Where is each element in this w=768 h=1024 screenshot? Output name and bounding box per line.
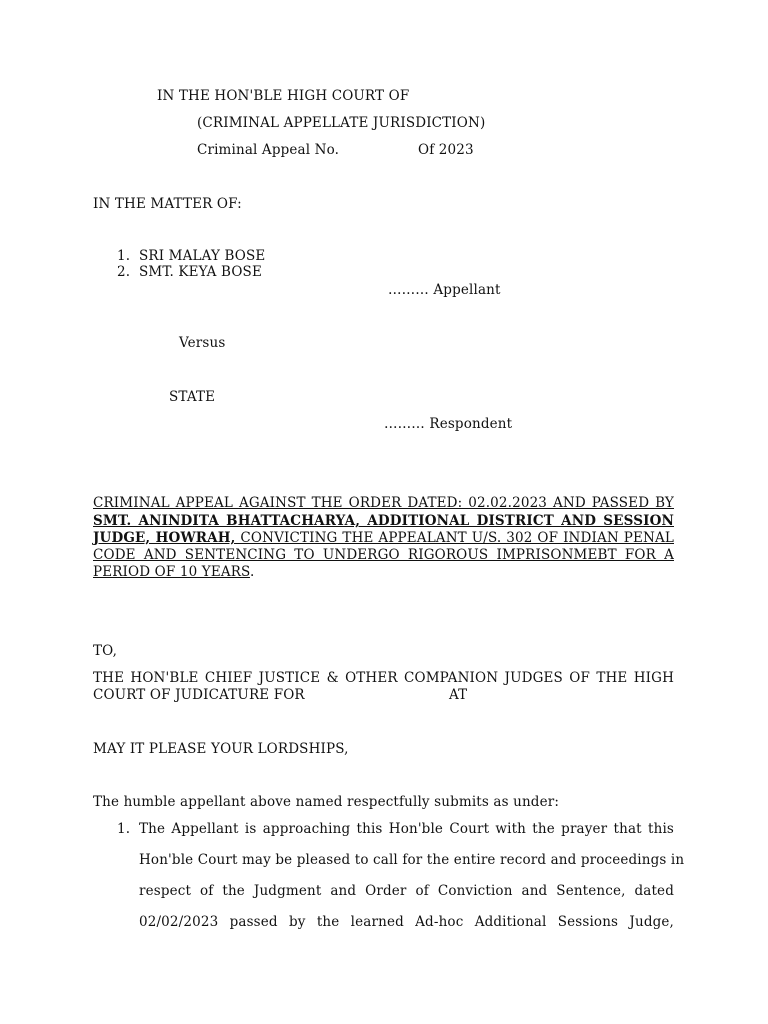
subject-line: SMT. ANINDITA BHATTACHARYA, ADDITIONAL DISTRICT AND SESSION	[93, 513, 674, 529]
respondent-name: STATE	[169, 389, 216, 405]
address-line: COURT OF JUDICATURE FOR	[93, 687, 305, 703]
subject-line	[93, 530, 674, 546]
appellant-number: 1.	[117, 248, 131, 264]
appeal-number-label: Criminal Appeal No.	[197, 142, 340, 158]
intro-paragraph: The humble appellant above named respectfully submits as under:	[93, 794, 560, 810]
prayer-line: Hon'ble Court may be pleased to call for the entire record and proceedings in	[139, 852, 685, 868]
prayer-line: The Appellant is approaching this Hon'ble Court with the prayer that this	[139, 821, 674, 837]
appellant-name: SMT. KEYA BOSE	[139, 264, 262, 280]
address-at: AT	[449, 687, 468, 703]
subject-line	[93, 564, 254, 580]
appellant-role: ……… Appellant	[388, 282, 501, 298]
subject-line-rest: CONVICTING THE APPEALANT U/S. 302 OF INDIAN PENAL	[235, 530, 674, 546]
appeal-year: Of 2023	[418, 142, 474, 158]
subject-period: PERIOD OF 10 YEARS	[93, 564, 250, 580]
appellant-item	[117, 264, 262, 280]
court-title: IN THE HON'BLE HIGH COURT OF	[157, 88, 410, 104]
matter-label: IN THE MATTER OF:	[93, 196, 242, 212]
appellant-item	[117, 248, 265, 264]
salutation: MAY IT PLEASE YOUR LORDSHIPS,	[93, 741, 349, 757]
subject-period-end: .	[249, 564, 255, 580]
appellant-number: 2.	[117, 264, 131, 280]
address-to: TO,	[93, 643, 118, 659]
prayer-line: 02/02/2023 passed by the learned Ad-hoc Additional Sessions Judge,	[139, 914, 674, 930]
respondent-role: ……… Respondent	[384, 416, 513, 432]
prayer-line: respect of the Judgment and Order of Conviction and Sentence, dated	[139, 883, 674, 899]
versus-label: Versus	[179, 335, 226, 351]
prayer-number: 1.	[117, 821, 131, 837]
subject-line: CODE AND SENTENCING TO UNDERGO RIGOROUS IMPRISONMEBT FOR A	[93, 547, 674, 563]
appellant-name: SRI MALAY BOSE	[139, 248, 266, 264]
address-line: THE HON'BLE CHIEF JUSTICE & OTHER COMPANION JUDGES OF THE HIGH	[93, 670, 674, 686]
subject-judge-name: JUDGE, HOWRAH,	[93, 530, 236, 546]
jurisdiction-title: (CRIMINAL APPELLATE JURISDICTION)	[197, 115, 486, 131]
subject-line: CRIMINAL APPEAL AGAINST THE ORDER DATED: 02.02.2023 AND PASSED BY	[93, 495, 674, 511]
